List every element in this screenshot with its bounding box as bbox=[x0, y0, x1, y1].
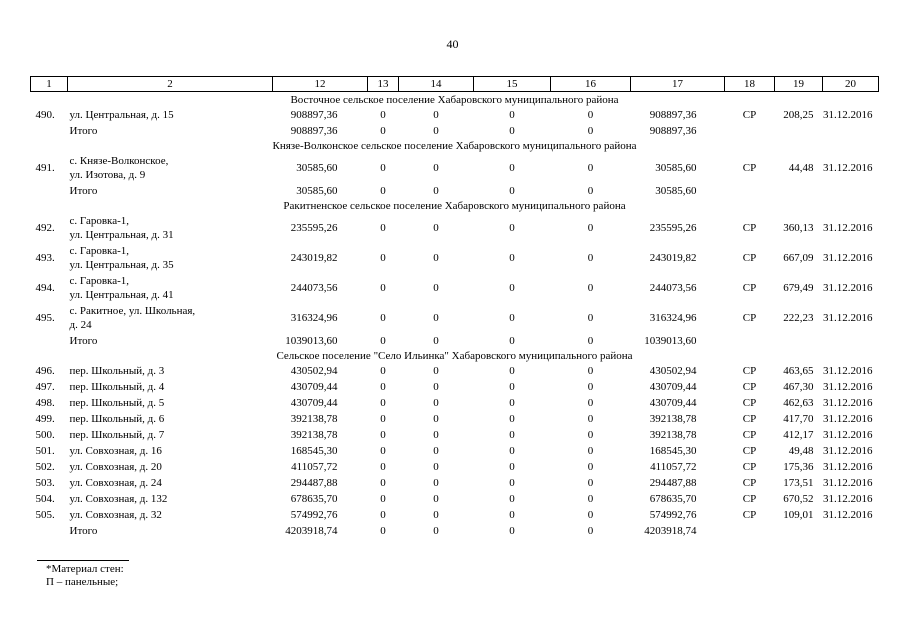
value-c12: 430502,94 bbox=[290, 365, 338, 377]
total-c17: 4203918,74 bbox=[644, 524, 697, 537]
address-line: ул. Центральная, д. 15 bbox=[69, 109, 174, 121]
row-number: 493. bbox=[35, 252, 55, 264]
value-c14: 0 bbox=[433, 312, 439, 324]
table-row bbox=[31, 507, 879, 523]
address-line: ул. Изотова, д. 9 bbox=[69, 169, 146, 181]
value-c19: 173,51 bbox=[783, 477, 814, 489]
value-c19: 109,01 bbox=[783, 509, 814, 521]
wall-material: СР bbox=[742, 282, 757, 294]
value-c13: 0 bbox=[380, 381, 386, 393]
value-c15: 0 bbox=[509, 162, 515, 174]
address-cell bbox=[68, 475, 273, 491]
date-cell: 31.12.2016 bbox=[823, 493, 873, 505]
value-c19: 412,17 bbox=[783, 429, 814, 441]
total-empty bbox=[31, 183, 68, 198]
value-c17: 244073,56 bbox=[649, 282, 697, 294]
value-c19: 667,09 bbox=[783, 252, 814, 264]
value-c16: 0 bbox=[587, 222, 594, 234]
value-c15: 0 bbox=[509, 312, 515, 324]
value-c16: 0 bbox=[587, 381, 594, 393]
total-row bbox=[31, 333, 879, 348]
value-c16: 0 bbox=[587, 461, 594, 473]
wall-material: СР bbox=[742, 477, 757, 489]
wall-material: СР bbox=[742, 413, 757, 425]
wall-material: СР bbox=[742, 365, 757, 377]
total-c17: 30585,60 bbox=[655, 184, 697, 197]
table-row bbox=[31, 379, 879, 395]
row-number: 494. bbox=[35, 282, 55, 294]
value-c15: 0 bbox=[509, 109, 515, 121]
value-c14: 0 bbox=[433, 493, 439, 505]
date-cell: 31.12.2016 bbox=[823, 109, 873, 121]
value-c17: 430502,94 bbox=[649, 365, 697, 377]
value-c17: 243019,82 bbox=[649, 252, 697, 264]
value-c17: 235595,26 bbox=[649, 222, 697, 234]
row-number: 504. bbox=[35, 493, 55, 505]
value-c15: 0 bbox=[509, 429, 515, 441]
value-c15: 0 bbox=[509, 282, 515, 294]
date-cell: 31.12.2016 bbox=[823, 381, 873, 393]
date-cell: 31.12.2016 bbox=[823, 429, 873, 441]
wall-material: СР bbox=[742, 312, 757, 324]
table-row bbox=[31, 427, 879, 443]
row-number: 502. bbox=[35, 461, 55, 473]
total-c13: 0 bbox=[380, 334, 386, 347]
value-c12: 430709,44 bbox=[290, 397, 338, 409]
address-line: пер. Школьный, д. 4 bbox=[69, 381, 165, 393]
value-c15: 0 bbox=[509, 461, 515, 473]
address-cell bbox=[68, 427, 273, 443]
value-c16: 0 bbox=[587, 365, 594, 377]
value-c12: 244073,56 bbox=[290, 282, 338, 294]
value-c14: 0 bbox=[433, 252, 439, 264]
wall-material: СР bbox=[742, 445, 757, 457]
value-c13: 0 bbox=[380, 413, 386, 425]
value-c12: 678635,70 bbox=[290, 493, 338, 505]
value-c12: 574992,76 bbox=[290, 509, 338, 521]
address-line: ул. Центральная, д. 35 bbox=[69, 259, 174, 271]
value-c16: 0 bbox=[587, 282, 594, 294]
address-cell bbox=[68, 443, 273, 459]
table-row bbox=[31, 443, 879, 459]
section-heading-row bbox=[31, 348, 879, 363]
address-line: ул. Совхозная, д. 132 bbox=[69, 493, 168, 505]
total-empty bbox=[725, 333, 775, 348]
address-line: с. Гаровка-1, bbox=[69, 275, 130, 287]
address-cell bbox=[68, 491, 273, 507]
value-c16: 0 bbox=[587, 252, 594, 264]
value-c13: 0 bbox=[380, 162, 386, 174]
header-cell: 20 bbox=[823, 77, 879, 92]
wall-material: СР bbox=[742, 381, 757, 393]
total-c13: 0 bbox=[380, 124, 386, 137]
value-c17: 430709,44 bbox=[649, 397, 697, 409]
total-row bbox=[31, 183, 879, 198]
table-row bbox=[31, 107, 879, 123]
value-c16: 0 bbox=[587, 109, 594, 121]
row-number: 490. bbox=[35, 109, 55, 121]
total-empty bbox=[775, 123, 823, 138]
value-c17: 294487,88 bbox=[649, 477, 697, 489]
value-c17: 168545,30 bbox=[649, 445, 697, 457]
value-c16: 0 bbox=[587, 413, 594, 425]
value-c17: 316324,96 bbox=[649, 312, 697, 324]
row-number: 505. bbox=[35, 509, 55, 521]
value-c15: 0 bbox=[509, 365, 515, 377]
total-c16: 0 bbox=[587, 124, 594, 137]
row-number: 503. bbox=[35, 477, 55, 489]
value-c12: 243019,82 bbox=[290, 252, 338, 264]
total-empty bbox=[725, 123, 775, 138]
table-row bbox=[31, 243, 879, 273]
date-cell: 31.12.2016 bbox=[823, 365, 873, 377]
header-cell: 13 bbox=[368, 77, 399, 92]
total-empty bbox=[725, 183, 775, 198]
value-c14: 0 bbox=[433, 282, 439, 294]
section-heading-row bbox=[31, 92, 879, 108]
value-c19: 44,48 bbox=[788, 162, 814, 174]
table-row bbox=[31, 459, 879, 475]
value-c17: 574992,76 bbox=[649, 509, 697, 521]
value-c13: 0 bbox=[380, 312, 386, 324]
value-c19: 49,48 bbox=[788, 445, 814, 457]
total-c15: 0 bbox=[509, 184, 515, 197]
value-c19: 462,63 bbox=[783, 397, 814, 409]
total-c14: 0 bbox=[433, 184, 439, 197]
header-cell: 1 bbox=[31, 77, 68, 92]
value-c13: 0 bbox=[380, 252, 386, 264]
value-c17: 908897,36 bbox=[649, 109, 697, 121]
date-cell: 31.12.2016 bbox=[823, 312, 873, 324]
address-line: ул. Совхозная, д. 16 bbox=[69, 445, 162, 457]
value-c14: 0 bbox=[433, 381, 439, 393]
wall-material: СР bbox=[742, 252, 757, 264]
address-cell bbox=[68, 411, 273, 427]
section-heading-row bbox=[31, 198, 879, 213]
section-title: Сельское поселение "Село Ильинка" Хабаровского муниципального района bbox=[276, 349, 633, 362]
address-cell bbox=[68, 303, 273, 333]
wall-material: СР bbox=[742, 461, 757, 473]
value-c14: 0 bbox=[433, 509, 439, 521]
value-c17: 411057,72 bbox=[650, 461, 697, 473]
value-c12: 294487,88 bbox=[290, 477, 338, 489]
total-label: Итого bbox=[69, 184, 98, 197]
header-cell: 18 bbox=[725, 77, 775, 92]
address-line: с. Князе-Волконское, bbox=[69, 155, 169, 167]
total-empty bbox=[823, 333, 879, 348]
value-c16: 0 bbox=[587, 493, 594, 505]
total-row bbox=[31, 523, 879, 538]
address-cell bbox=[68, 153, 273, 183]
address-cell bbox=[68, 379, 273, 395]
table-row bbox=[31, 363, 879, 379]
total-empty bbox=[823, 123, 879, 138]
value-c19: 463,65 bbox=[783, 365, 814, 377]
wall-material: СР bbox=[742, 109, 757, 121]
value-c14: 0 bbox=[433, 397, 439, 409]
value-c13: 0 bbox=[380, 365, 386, 377]
address-cell bbox=[68, 273, 273, 303]
address-cell bbox=[68, 459, 273, 475]
address-cell bbox=[68, 243, 273, 273]
total-c12: 908897,36 bbox=[290, 124, 338, 137]
total-empty bbox=[823, 523, 879, 538]
header-cell: 15 bbox=[474, 77, 551, 92]
address-cell bbox=[68, 213, 273, 243]
value-c15: 0 bbox=[509, 509, 515, 521]
total-label: Итого bbox=[69, 124, 98, 137]
address-line: с. Гаровка-1, bbox=[69, 215, 130, 227]
row-number: 499. bbox=[35, 413, 55, 425]
address-line: пер. Школьный, д. 6 bbox=[69, 413, 165, 425]
value-c14: 0 bbox=[433, 477, 439, 489]
value-c14: 0 bbox=[433, 162, 439, 174]
wall-material: СР bbox=[742, 509, 757, 521]
date-cell: 31.12.2016 bbox=[823, 477, 873, 489]
value-c14: 0 bbox=[433, 365, 439, 377]
value-c17: 392138,78 bbox=[649, 429, 697, 441]
value-c19: 670,52 bbox=[783, 493, 814, 505]
table-row bbox=[31, 303, 879, 333]
total-c12: 1039013,60 bbox=[285, 334, 338, 347]
value-c16: 0 bbox=[587, 509, 594, 521]
row-number: 501. bbox=[35, 445, 55, 457]
value-c13: 0 bbox=[380, 445, 386, 457]
value-c13: 0 bbox=[380, 509, 386, 521]
table-row bbox=[31, 273, 879, 303]
value-c17: 30585,60 bbox=[655, 162, 697, 174]
value-c16: 0 bbox=[587, 162, 594, 174]
address-cell bbox=[68, 507, 273, 523]
value-c19: 175,36 bbox=[783, 461, 814, 473]
value-c13: 0 bbox=[380, 429, 386, 441]
total-c14: 0 bbox=[433, 524, 439, 537]
value-c12: 430709,44 bbox=[290, 381, 338, 393]
total-c17: 908897,36 bbox=[649, 124, 697, 137]
row-number: 495. bbox=[35, 312, 55, 324]
value-c13: 0 bbox=[380, 222, 386, 234]
date-cell: 31.12.2016 bbox=[823, 509, 873, 521]
total-c16: 0 bbox=[587, 184, 594, 197]
total-label: Итого bbox=[69, 334, 98, 347]
row-number: 500. bbox=[35, 429, 55, 441]
value-c14: 0 bbox=[433, 109, 439, 121]
value-c16: 0 bbox=[587, 312, 594, 324]
value-c16: 0 bbox=[587, 477, 594, 489]
value-c15: 0 bbox=[509, 493, 515, 505]
address-line: ул. Совхозная, д. 32 bbox=[69, 509, 162, 521]
address-line: пер. Школьный, д. 3 bbox=[69, 365, 165, 377]
value-c15: 0 bbox=[509, 222, 515, 234]
header-cell: 12 bbox=[273, 77, 368, 92]
total-c17: 1039013,60 bbox=[644, 334, 697, 347]
footnote-panel: П – панельные; bbox=[46, 576, 119, 588]
value-c15: 0 bbox=[509, 397, 515, 409]
address-line: ул. Центральная, д. 41 bbox=[69, 289, 174, 301]
table-row bbox=[31, 475, 879, 491]
total-label: Итого bbox=[69, 524, 98, 537]
total-c16: 0 bbox=[587, 334, 594, 347]
total-empty bbox=[31, 333, 68, 348]
total-c12: 30585,60 bbox=[296, 184, 338, 197]
total-c12: 4203918,74 bbox=[285, 524, 338, 537]
address-cell bbox=[68, 363, 273, 379]
value-c19: 467,30 bbox=[783, 381, 814, 393]
date-cell: 31.12.2016 bbox=[823, 397, 873, 409]
address-line: ул. Совхозная, д. 24 bbox=[69, 477, 162, 489]
date-cell: 31.12.2016 bbox=[823, 222, 873, 234]
total-empty bbox=[31, 523, 68, 538]
address-line: с. Гаровка-1, bbox=[69, 245, 130, 257]
section-title: Ракитненское сельское поселение Хабаровского муниципального района bbox=[283, 199, 626, 212]
value-c13: 0 bbox=[380, 461, 386, 473]
total-empty bbox=[775, 333, 823, 348]
table-row bbox=[31, 213, 879, 243]
value-c12: 316324,96 bbox=[290, 312, 338, 324]
row-number: 496. bbox=[35, 365, 55, 377]
header-cell: 17 bbox=[631, 77, 725, 92]
value-c13: 0 bbox=[380, 109, 386, 121]
value-c15: 0 bbox=[509, 413, 515, 425]
table-row bbox=[31, 411, 879, 427]
total-c13: 0 bbox=[380, 524, 386, 537]
wall-material: СР bbox=[742, 162, 757, 174]
table-row bbox=[31, 153, 879, 183]
row-number: 497. bbox=[35, 381, 55, 393]
value-c15: 0 bbox=[509, 445, 515, 457]
total-empty bbox=[823, 183, 879, 198]
value-c14: 0 bbox=[433, 429, 439, 441]
total-c13: 0 bbox=[380, 184, 386, 197]
date-cell: 31.12.2016 bbox=[823, 282, 873, 294]
total-empty bbox=[775, 523, 823, 538]
date-cell: 31.12.2016 bbox=[823, 252, 873, 264]
value-c12: 30585,60 bbox=[296, 162, 338, 174]
total-row bbox=[31, 123, 879, 138]
value-c12: 168545,30 bbox=[290, 445, 338, 457]
table-row bbox=[31, 395, 879, 411]
value-c12: 411057,72 bbox=[291, 461, 338, 473]
value-c16: 0 bbox=[587, 445, 594, 457]
total-c16: 0 bbox=[587, 524, 594, 537]
header-cell: 16 bbox=[551, 77, 631, 92]
value-c12: 392138,78 bbox=[290, 429, 338, 441]
total-c15: 0 bbox=[509, 524, 515, 537]
total-empty bbox=[725, 523, 775, 538]
value-c16: 0 bbox=[587, 397, 594, 409]
row-number: 492. bbox=[35, 222, 55, 234]
section-title: Восточное сельское поселение Хабаровского муниципального района bbox=[290, 93, 619, 106]
row-number: 498. bbox=[35, 397, 55, 409]
row-number: 491. bbox=[35, 162, 55, 174]
header-row bbox=[31, 77, 879, 92]
address-cell bbox=[68, 395, 273, 411]
value-c14: 0 bbox=[433, 461, 439, 473]
value-c12: 235595,26 bbox=[290, 222, 338, 234]
date-cell: 31.12.2016 bbox=[823, 445, 873, 457]
page-number: 40 bbox=[446, 37, 459, 51]
address-line: ул. Центральная, д. 31 bbox=[69, 229, 174, 241]
wall-material: СР bbox=[742, 493, 757, 505]
value-c15: 0 bbox=[509, 381, 515, 393]
total-c14: 0 bbox=[433, 334, 439, 347]
date-cell: 31.12.2016 bbox=[823, 162, 873, 174]
date-cell: 31.12.2016 bbox=[823, 413, 873, 425]
value-c13: 0 bbox=[380, 397, 386, 409]
address-cell bbox=[68, 107, 273, 123]
value-c19: 222,23 bbox=[783, 312, 814, 324]
value-c16: 0 bbox=[587, 429, 594, 441]
address-line: д. 24 bbox=[69, 319, 92, 331]
total-empty bbox=[31, 123, 68, 138]
wall-material: СР bbox=[742, 397, 757, 409]
header-cell: 2 bbox=[68, 77, 273, 92]
value-c19: 360,13 bbox=[783, 222, 814, 234]
footnote-wall-material: *Материал стен: bbox=[46, 563, 124, 575]
wall-material: СР bbox=[742, 429, 757, 441]
header-cell: 19 bbox=[775, 77, 823, 92]
value-c13: 0 bbox=[380, 493, 386, 505]
housing-table bbox=[30, 76, 879, 538]
value-c17: 392138,78 bbox=[649, 413, 697, 425]
value-c19: 417,70 bbox=[783, 413, 814, 425]
total-c15: 0 bbox=[509, 124, 515, 137]
address-line: с. Ракитное, ул. Школьная, bbox=[69, 305, 196, 317]
value-c13: 0 bbox=[380, 477, 386, 489]
wall-material: СР bbox=[742, 222, 757, 234]
value-c19: 208,25 bbox=[783, 109, 814, 121]
value-c13: 0 bbox=[380, 282, 386, 294]
value-c17: 678635,70 bbox=[649, 493, 697, 505]
table-row bbox=[31, 491, 879, 507]
value-c12: 908897,36 bbox=[290, 109, 338, 121]
footnote-divider bbox=[37, 560, 129, 561]
value-c12: 392138,78 bbox=[290, 413, 338, 425]
value-c17: 430709,44 bbox=[649, 381, 697, 393]
address-line: пер. Школьный, д. 7 bbox=[69, 429, 165, 441]
value-c19: 679,49 bbox=[783, 282, 814, 294]
value-c15: 0 bbox=[509, 477, 515, 489]
address-line: ул. Совхозная, д. 20 bbox=[69, 461, 162, 473]
section-title: Князе-Волконское сельское поселение Хабаровского муниципального района bbox=[272, 139, 637, 152]
section-heading-row bbox=[31, 138, 879, 153]
value-c15: 0 bbox=[509, 252, 515, 264]
header-cell: 14 bbox=[399, 77, 474, 92]
total-empty bbox=[775, 183, 823, 198]
value-c14: 0 bbox=[433, 413, 439, 425]
address-line: пер. Школьный, д. 5 bbox=[69, 397, 165, 409]
total-c14: 0 bbox=[433, 124, 439, 137]
value-c14: 0 bbox=[433, 222, 439, 234]
date-cell: 31.12.2016 bbox=[823, 461, 873, 473]
value-c14: 0 bbox=[433, 445, 439, 457]
total-c15: 0 bbox=[509, 334, 515, 347]
